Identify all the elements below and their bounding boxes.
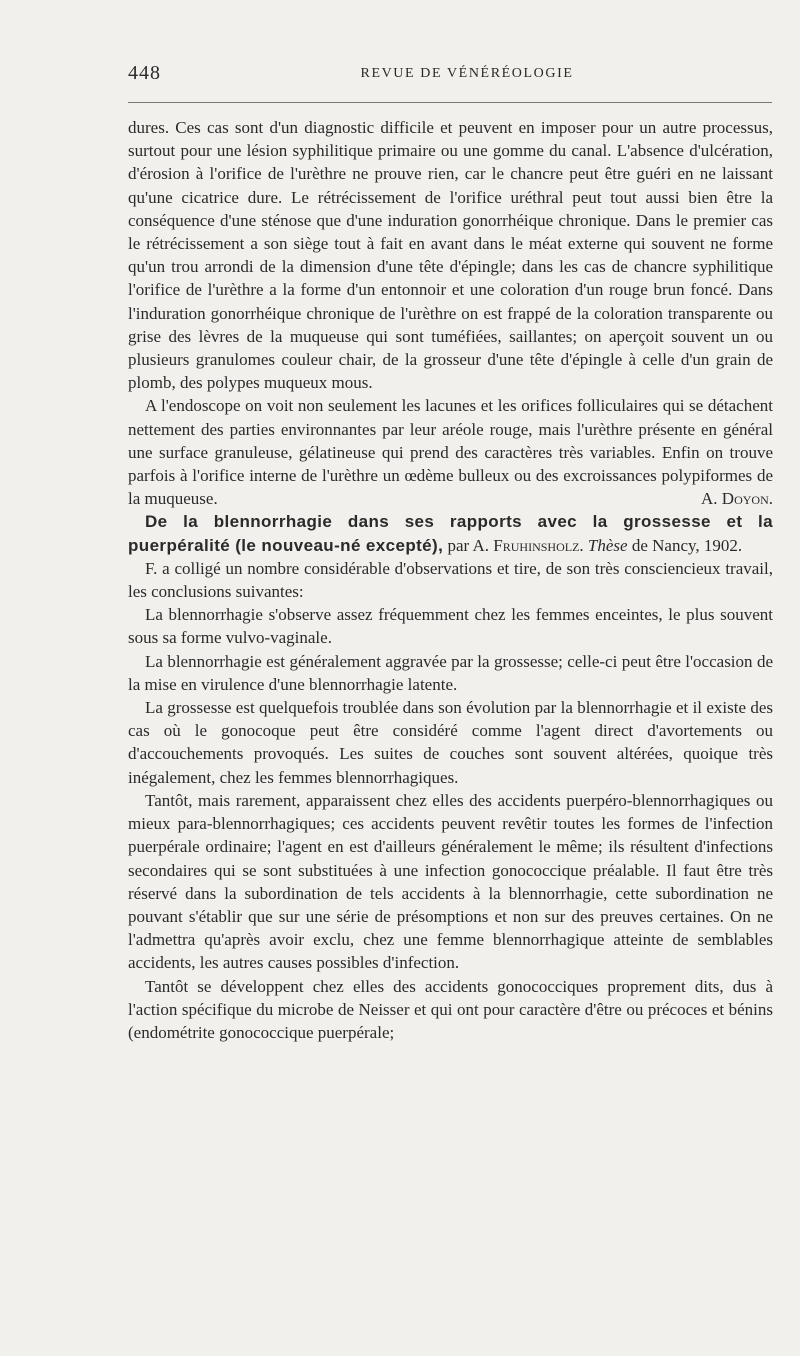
paragraph: Tantôt se développent chez elles des accidents gonococciques proprement dits, dus à l'action spécifique du microbe de Neisser et qui ont pour caractère d'être ou précoces et bénins (endométrite gonococcique puerpérale;	[128, 976, 773, 1042]
running-title: REVUE DE VÉNÉRÉOLOGIE	[360, 66, 574, 81]
review-heading	[128, 510, 773, 556]
review-thesis: Thèse	[587, 535, 628, 555]
paragraph: La blennorrhagie est généralement aggravée par la grossesse; celle-ci peut être l'occasion de la mise en virulence d'une blennorrhagie latente.	[128, 651, 773, 694]
page-number: 448	[128, 62, 161, 84]
header-rule	[128, 102, 772, 103]
review-by: par A.	[447, 535, 490, 555]
article-body	[128, 116, 773, 1044]
paragraph: La grossesse est quelquefois troublée dans son évolution par la blennorrhagie et il existe des cas où le gonocoque peut être considéré comme l'agent direct d'avortements ou d'accouchements provoqués. Les suites de couches sont souvent altérées, quoique très inégalement, chez les femmes blennorrhagiques.	[128, 698, 773, 787]
review-author: Fruhinsholz.	[493, 535, 584, 555]
signature: A. Doyon.	[701, 489, 773, 509]
paragraph	[128, 394, 773, 510]
review-place: de Nancy, 1902.	[631, 535, 743, 555]
paragraph-text: A l'endoscope on voit non seulement les lacunes et les orifices folliculaires qui se détachent nettement des parties environnantes par leur aréole rouge, mais l'urèthre présente en général une surface granuleuse, gélatineuse qui prend des caractères très variables. Enfin on trouve parfois à l'orifice interne de l'urèthre un œdème bulleux ou des excroissances polypiformes de la muqueuse.	[128, 396, 773, 509]
paragraph: La blennorrhagie s'observe assez fréquemment chez les femmes enceintes, le plus souvent sous sa forme vulvo-vaginale.	[128, 605, 773, 648]
page-header	[128, 62, 772, 86]
review-title: De la blennorrhagie dans ses rapports avec la grossesse et la puerpéralité (le nouveau-né excepté),	[128, 512, 773, 555]
paragraph: F. a colligé un nombre considérable d'observations et tire, de son très consciencieux travail, les conclusions suivantes:	[128, 558, 773, 602]
paragraph: Tantôt, mais rarement, apparaissent chez elles des accidents puerpéro-blennorrhagiques ou mieux para-blennorrhagiques; ces accidents peuvent revêtir toutes les formes de l'infection puerpérale ordinaire; l'agent en est d'ailleurs généralement le même; ils résultent d'infections secondaires qui se sont substituées à une infection gonococcique préalable. Il faut être très réservé dans la subordination de tels accidents à la blennorrhagie, cette subordination ne pouvant s'établir que sur une série de présomptions et non sur des preuves certaines. On ne l'admettra qu'après avoir exclu, chez une femme blennorrhagique atteinte de semblables accidents, les autres causes possibles d'infection.	[128, 790, 773, 973]
paragraph: dures. Ces cas sont d'un diagnostic difficile et peuvent en imposer pour un autre processus, surtout pour une lésion syphilitique primaire ou une gomme du canal. L'absence d'ulcération, d'érosion à l'orifice de l'urèthre ne prouve rien, car le chancre peut être guéri en ne laissant qu'une cicatrice dure. Le rétrécissement de l'orifice uréthral peut tout aussi bien être la conséquence d'une sténose que d'une induration gonorrhéique chronique. Dans le premier cas le rétrécissement a son siège tout à fait en avant dans le méat externe qui souvent ne forme qu'un trou arrondi de la dimension d'une tête d'épingle; dans les cas de chancre syphilitique l'orifice de l'urèthre a la forme d'un entonnoir et une coloration d'un rouge brun foncé. Dans l'induration gonorrhéique chronique de l'urèthre on est frappé de la coloration transparente ou grise des lèvres de la muqueuse qui sont tuméfiées, saillantes; on aperçoit souvent un ou plusieurs granulomes couleur chair, de la grosseur d'une tête d'épingle à celle d'un grain de plomb, des polypes muqueux mous.	[128, 118, 773, 393]
